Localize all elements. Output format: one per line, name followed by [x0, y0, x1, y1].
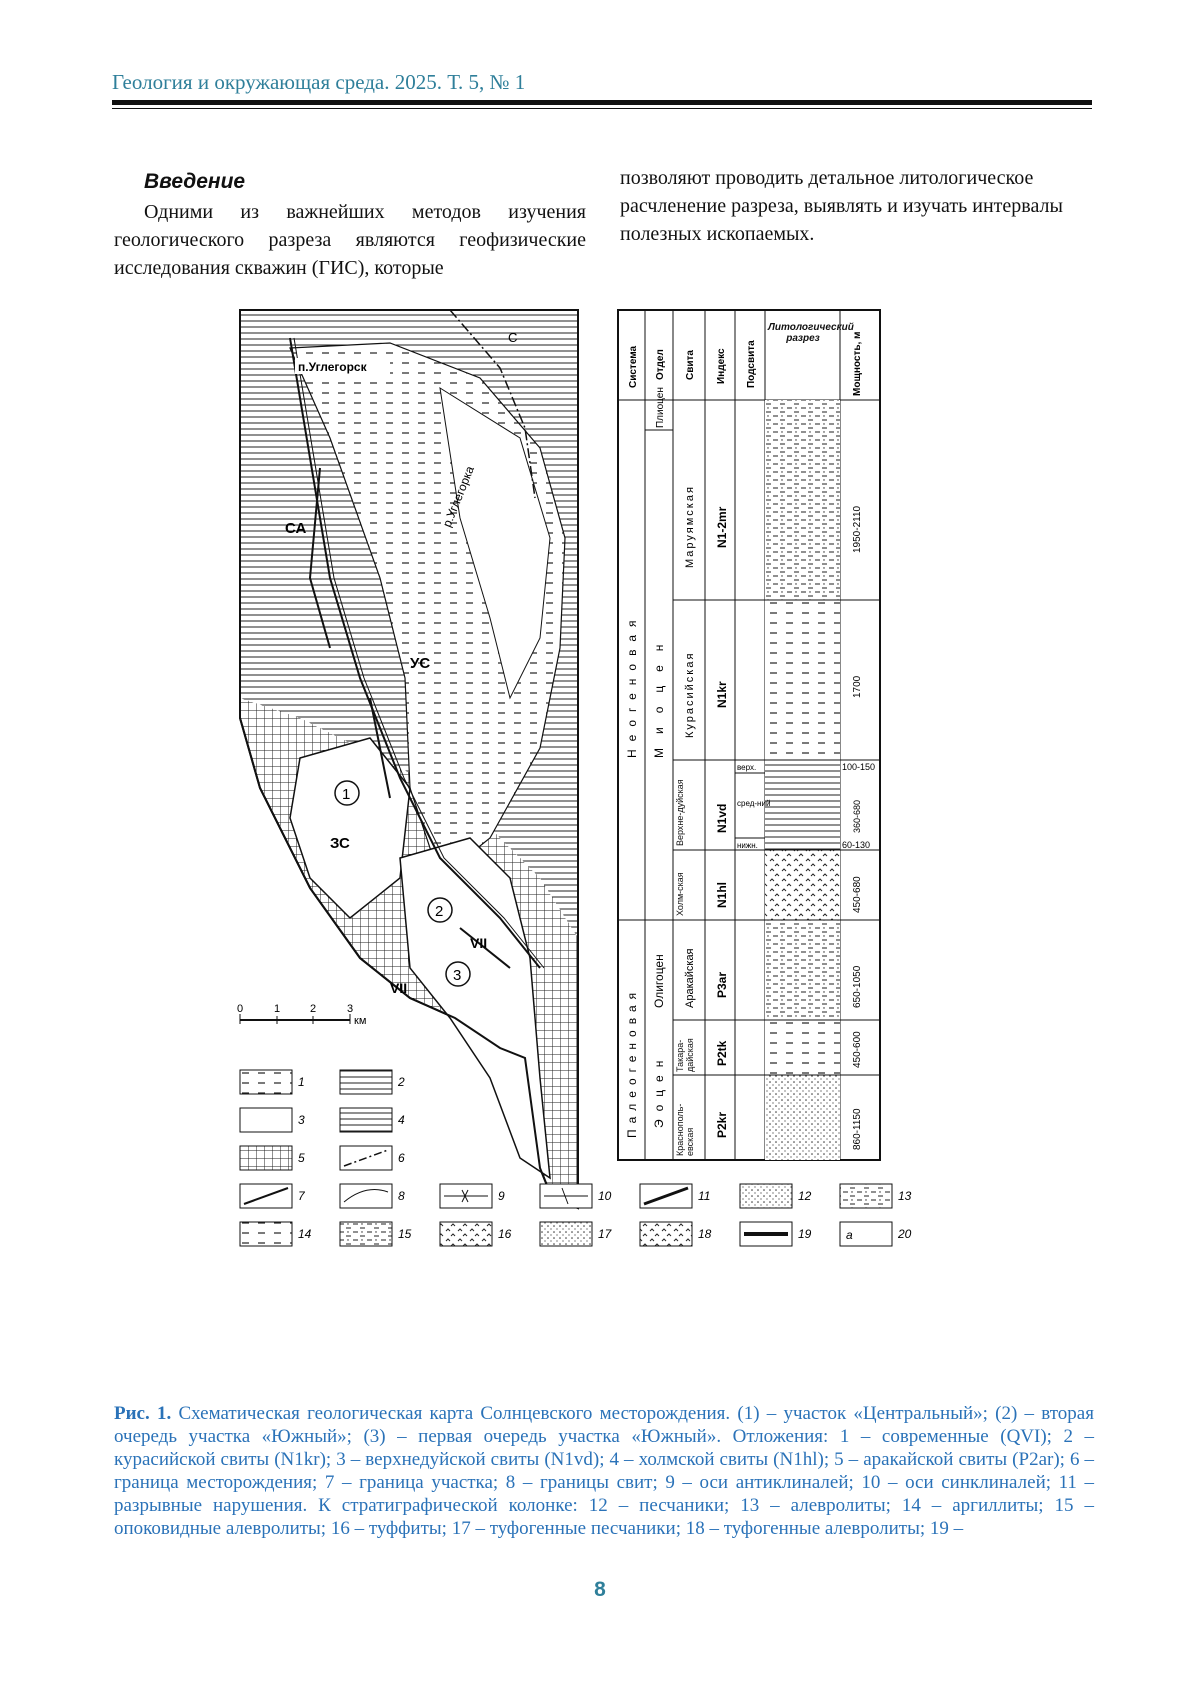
formation-krasnopolevskaya: Краснополь-евская	[675, 1103, 695, 1156]
formation-verkhneduyskaya: Верхне-дуйская	[675, 779, 685, 846]
scale-tick-1: 1	[274, 1003, 281, 1015]
map-river-label: р.Углегорка	[439, 464, 477, 530]
formation-takaradayskaya: Такара-дайская	[675, 1038, 695, 1072]
series-pliocene: Плиоцен	[655, 387, 666, 428]
col-header-formation: Свита	[685, 350, 696, 380]
col-header-series: Отдел	[655, 349, 666, 380]
intro-paragraph-left: Одними из важнейших методов изучения геологического разреза являются геофизические исследования скважин (ГИС), которые	[114, 201, 586, 279]
system-neogene: Неогеновая	[625, 612, 639, 758]
index-takaradayskaya: P2tk	[715, 1040, 729, 1066]
legend-num-9: 9	[498, 1189, 505, 1203]
legend-num-12: 12	[798, 1189, 812, 1203]
thickness-arakayskaya: 650-1050	[852, 965, 863, 1008]
index-verkhneduyskaya: N1vd	[715, 803, 729, 833]
formation-maruyamskaya: Маруямская	[684, 485, 696, 568]
col-header-subformation: Подсвита	[746, 340, 757, 388]
legend-num-18: 18	[698, 1227, 712, 1241]
stratigraphic-column	[618, 310, 880, 1160]
col-header-index: Индекс	[716, 348, 727, 384]
left-column	[114, 168, 586, 282]
figure-1	[237, 318, 980, 1358]
map-label-vii-b: VII	[390, 980, 408, 996]
header-rule-thin	[112, 108, 1092, 109]
caption-text: Схематическая геологическая карта Солнцевского месторождения. (1) – участок «Центральный»; (2) – вторая очередь участка «Южный»; (3) – первая очередь участка «Южный». Отложения: 1 – современные (QVI); 2 – курасийской свиты (N1kr); 3 – верхнедуйской свиты (N1vd); 4 – холмской свиты (N1hl); 5 – аракайской свиты (P2ar); 6 – граница месторождения; 7 – граница участка; 8 – границы свит; 9 – оси антиклиналей; 10 – оси синклиналей; 11 – разрывные нарушения. К стратиграфической колонке: 12 – песчаники; 13 – алевролиты; 14 – аргиллиты; 15 – опоковидные алевролиты; 16 – туффиты; 17 – туфогенные песчаники; 18 – туфогенные алевролиты; 19 –	[114, 1403, 1094, 1539]
header-rule-thick	[112, 100, 1092, 105]
page-number: 8	[594, 1578, 606, 1601]
map-town-label: п.Углегорск	[298, 360, 367, 374]
right-column	[620, 164, 1090, 248]
legend-num-16: 16	[498, 1227, 512, 1241]
map-label-uc: УС	[410, 655, 431, 672]
map-north-label: С	[508, 330, 518, 345]
legend-num-5: 5	[298, 1151, 305, 1165]
sub-sredniy: сред-ний	[737, 799, 771, 808]
caption-label: Рис. 1.	[114, 1403, 172, 1424]
legend-num-4: 4	[398, 1113, 405, 1127]
legend-num-13: 13	[898, 1189, 912, 1203]
formation-kurasiyskaya: Курасийская	[684, 651, 696, 738]
thickness-kholmskaya: 450-680	[852, 876, 863, 913]
legend-letter-a: а	[846, 1228, 853, 1242]
legend-num-10: 10	[598, 1189, 612, 1203]
legend-num-3: 3	[298, 1113, 305, 1127]
map-label-vii-a: VII	[470, 935, 488, 951]
legend-num-17: 17	[598, 1227, 612, 1241]
thickness-vd-lower: 60-130	[842, 840, 871, 850]
col-header-thickness: Мощность, м	[852, 331, 863, 396]
formation-kholmskaya: Холм-ская	[675, 872, 685, 916]
series-eocene: Эоцен	[652, 1052, 666, 1128]
thickness-vd-upper: 100-150	[842, 762, 876, 772]
map-label-ca: СА	[285, 520, 307, 537]
area-3-label: 3	[453, 967, 462, 984]
legend-num-14: 14	[298, 1227, 312, 1241]
section-title: Введение	[144, 170, 246, 193]
sub-verkh: верх.	[737, 763, 757, 772]
scale-tick-2: 2	[310, 1003, 317, 1015]
legend-num-8: 8	[398, 1189, 405, 1203]
index-kholmskaya: N1hl	[715, 881, 729, 908]
thickness-vd-middle: 360-680	[852, 799, 862, 833]
map-label-zs: ЗС	[330, 835, 350, 852]
formation-arakayskaya: Аракайская	[684, 948, 696, 1008]
col-header-lithology: Литологический разрез	[768, 322, 854, 344]
legend-num-6: 6	[398, 1151, 405, 1165]
intro-paragraph-right: позволяют проводить детальное литологическое расчленение разреза, выявлять и изучать интервалы полезных ископаемых.	[620, 167, 1063, 245]
map-scale-bar	[237, 1003, 366, 1027]
series-miocene: Миоцен	[652, 630, 666, 758]
index-kurasiyskaya: N1kr	[715, 681, 729, 708]
legend-num-15: 15	[398, 1227, 412, 1241]
legend-num-19: 19	[798, 1227, 812, 1241]
legend-num-1: 1	[298, 1075, 305, 1089]
sub-nizhn: нижн.	[737, 841, 758, 850]
legend-num-2: 2	[398, 1075, 405, 1089]
thickness-maruyamskaya: 1950-2110	[852, 505, 863, 553]
thickness-krasnopolevskaya: 860-1150	[852, 1108, 863, 1150]
legend-num-20: 20	[898, 1227, 912, 1241]
col-header-system: Система	[628, 345, 639, 388]
legend-num-11: 11	[698, 1189, 711, 1203]
area-2-label: 2	[435, 903, 444, 920]
scale-tick-0: 0	[237, 1003, 244, 1015]
journal-header: Геология и окружающая среда. 2025. Т. 5, № 1	[112, 70, 526, 94]
series-oligocene: Олигоцен	[652, 954, 666, 1008]
legend-num-7: 7	[298, 1189, 305, 1203]
scale-unit: км	[354, 1015, 367, 1027]
system-paleogene: Палеогеновая	[625, 986, 639, 1138]
thickness-kurasiyskaya: 1700	[852, 675, 863, 698]
thickness-takaradayskaya: 450-600	[852, 1031, 863, 1068]
figure-caption	[114, 1402, 1094, 1540]
area-1-label: 1	[342, 786, 351, 803]
scale-tick-3: 3	[347, 1003, 354, 1015]
index-arakayskaya: P3ar	[715, 971, 729, 998]
index-maruyamskaya: N1-2mr	[715, 506, 729, 548]
index-krasnopolevskaya: P2kr	[715, 1111, 729, 1138]
